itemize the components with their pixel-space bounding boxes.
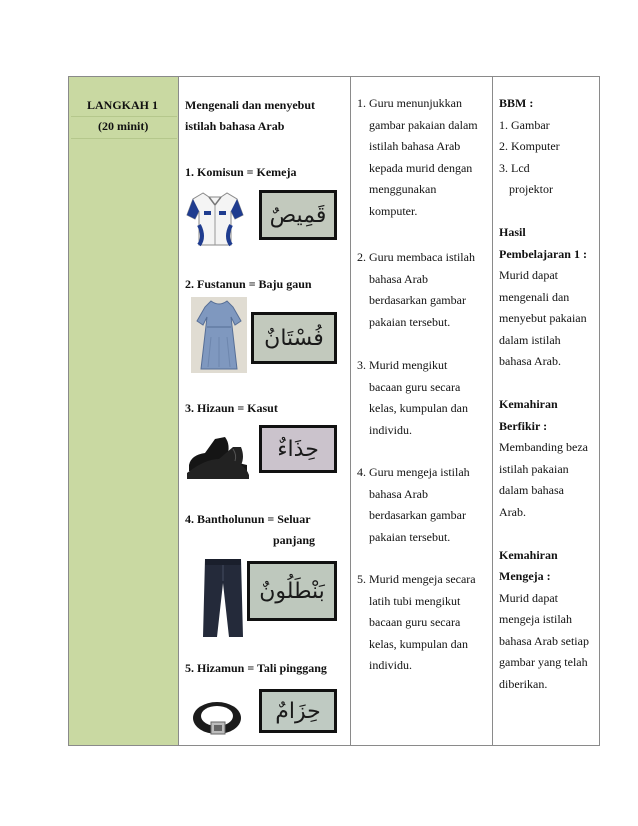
berfikir-title: Kemahiran: [499, 397, 558, 411]
activity-line: bacaan guru secara: [369, 615, 461, 629]
shoe-icon: [185, 429, 251, 481]
activity-line: 5. Murid mengeja secara: [357, 572, 476, 586]
arabic-card-2: [251, 312, 337, 364]
content-heading-line1: Mengenali dan menyebut: [185, 98, 316, 112]
activity-line: berdasarkan gambar: [369, 293, 466, 307]
vocab-label-1: 1. Komisun = Kemeja: [185, 165, 297, 179]
content-column: [179, 77, 351, 745]
arabic-word-2: فُسْتَانٌ: [264, 325, 324, 351]
activity-1: [357, 93, 478, 222]
hasil-title: Hasil: [499, 225, 526, 239]
mengeja-text: Murid dapat: [499, 590, 558, 605]
vocab-label-4-line2: panjang: [273, 533, 316, 547]
notes-block: [499, 93, 589, 695]
berfikir-title: Berfikir :: [499, 418, 548, 433]
activity-2: [357, 247, 475, 333]
activity-3: [357, 355, 468, 441]
berfikir-text: dalam bahasa: [499, 483, 564, 497]
activity-line: 4. Guru mengeja istilah: [357, 465, 470, 479]
activity-line: latih tubi mengikut: [369, 593, 461, 608]
lesson-table: [68, 76, 600, 746]
activity-line: individu.: [369, 658, 413, 672]
step-column: [69, 77, 179, 745]
trousers-icon: [201, 557, 245, 639]
hasil-text: mengenali dan: [499, 289, 570, 304]
vocab-label-5: 5. Hizamun = Tali pinggang: [185, 661, 327, 675]
shirt-icon: [185, 189, 245, 247]
vocab-label-4: 4. Bantholunun = Seluar: [185, 512, 311, 526]
mengeja-title: Kemahiran: [499, 547, 558, 562]
mengeja-text: diberikan.: [499, 676, 548, 691]
hasil-text: dalam istilah: [499, 332, 561, 347]
mengeja-text: mengeja istilah: [499, 612, 572, 626]
activity-line: kepada murid dengan: [369, 160, 473, 175]
dress-icon: [191, 297, 247, 373]
arabic-word-3: حِذَاءٌ: [277, 436, 319, 462]
hasil-title: Pembelajaran 1 :: [499, 246, 587, 261]
hasil-text: menyebut pakaian: [499, 311, 587, 325]
arabic-word-4: بَنْطَلُونٌ: [259, 578, 325, 604]
step-duration: (20 minit): [98, 119, 149, 133]
hasil-text: bahasa Arab.: [499, 354, 561, 368]
activity-line: bahasa Arab: [369, 486, 428, 501]
berfikir-text: Membanding beza: [499, 440, 588, 454]
activity-line: berdasarkan gambar: [369, 508, 466, 522]
bbm-item: 1. Gambar: [499, 117, 550, 132]
activity-column: [351, 77, 493, 745]
berfikir-text: istilah pakaian: [499, 461, 569, 476]
bbm-title: BBM :: [499, 96, 534, 110]
step-header: [69, 95, 179, 135]
divider: [71, 138, 177, 139]
activity-line: 1. Guru menunjukkan: [357, 96, 462, 110]
activity-line: komputer.: [369, 203, 418, 218]
activity-5: [357, 569, 476, 677]
arabic-card-5: [259, 689, 337, 733]
activity-line: 2. Guru membaca istilah: [357, 250, 475, 264]
arabic-card-1: [259, 190, 337, 240]
mengeja-title: Mengeja :: [499, 569, 551, 583]
activity-line: gambar pakaian dalam: [369, 117, 478, 132]
arabic-card-4: [247, 561, 337, 621]
bbm-item: 2. Komputer: [499, 139, 560, 153]
vocab-label-3: 3. Hizaun = Kasut: [185, 401, 278, 415]
berfikir-text: Arab.: [499, 504, 526, 519]
arabic-card-3: [259, 425, 337, 473]
activity-line: pakaian tersebut.: [369, 529, 451, 544]
arabic-word-1: قَمِيصٌ: [269, 202, 327, 228]
activity-line: bacaan guru secara: [369, 379, 461, 394]
bbm-item: projektor: [509, 182, 553, 196]
activity-line: kelas, kumpulan dan: [369, 636, 468, 651]
activity-line: pakaian tersebut.: [369, 314, 451, 329]
vocab-label-2: 2. Fustanun = Baju gaun: [185, 277, 312, 291]
notes-column: [493, 77, 599, 745]
step-title: LANGKAH 1: [87, 98, 159, 112]
activity-line: istilah bahasa Arab: [369, 139, 461, 153]
arabic-word-5: حِزَامٌ: [275, 698, 321, 724]
hasil-text: Murid dapat: [499, 268, 558, 282]
bbm-item: 3. Lcd: [499, 160, 530, 175]
activity-line: individu.: [369, 422, 413, 437]
activity-line: 3. Murid mengikut: [357, 358, 448, 372]
activity-line: menggunakan: [369, 182, 437, 196]
content-heading-line2: istilah bahasa Arab: [185, 119, 285, 133]
activity-line: bahasa Arab: [369, 271, 428, 286]
activity-line: kelas, kumpulan dan: [369, 401, 468, 415]
mengeja-text: gambar yang telah: [499, 655, 588, 669]
belt-icon: [191, 694, 243, 738]
mengeja-text: bahasa Arab setiap: [499, 633, 589, 648]
activity-4: [357, 462, 470, 548]
